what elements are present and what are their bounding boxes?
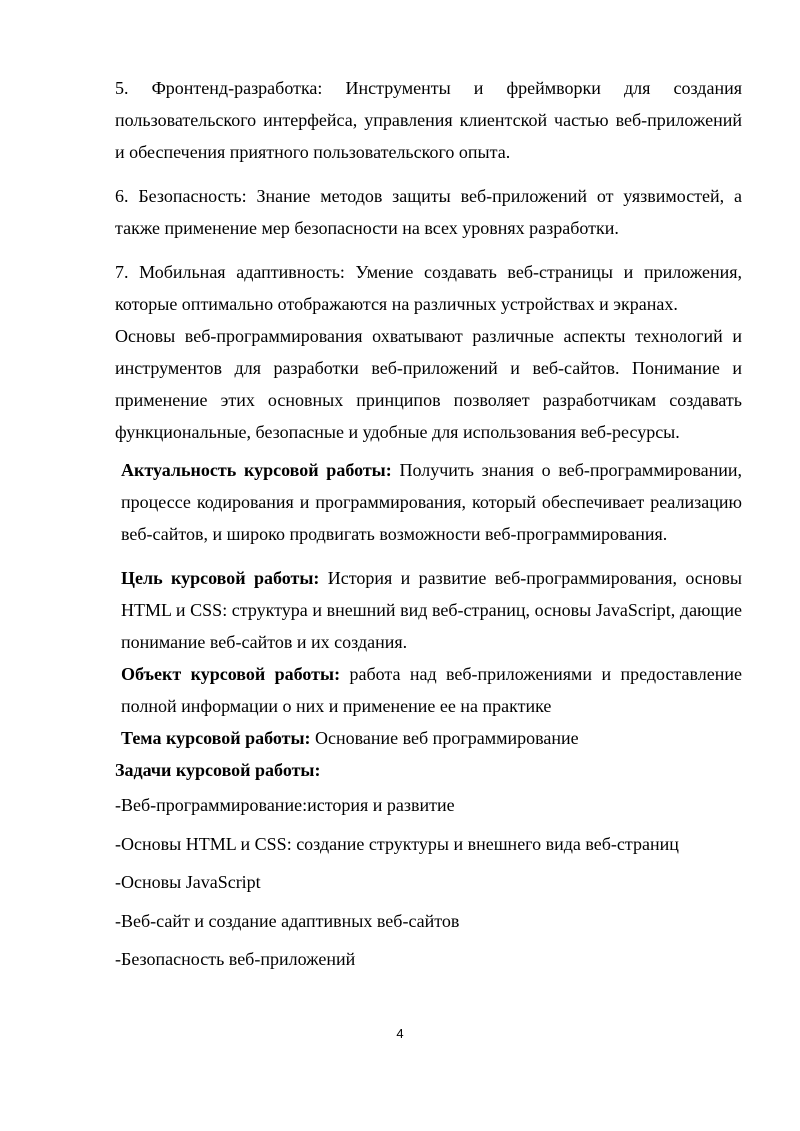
list-item: -Основы JavaScript (115, 872, 261, 892)
relevance-label: Актуальность курсовой работы: (121, 460, 392, 480)
goal-text: История и развитие веб-программирования, основы HTML и CSS: структура и внешний вид веб-страниц, основы JavaScript, дающие понимание веб-сайтов и их создания. (121, 568, 743, 652)
list-item: -Веб-программирование:история и развитие (115, 795, 455, 815)
tasks-list (115, 786, 742, 979)
object-paragraph (115, 658, 742, 722)
list-item: -Основы HTML и CSS: создание структуры и внешнего вида веб-страниц (115, 833, 679, 854)
tasks-heading: Задачи курсовой работы: (115, 760, 321, 780)
goal-paragraph (115, 562, 742, 658)
paragraph-summary: Основы веб-программирования охватывают различные аспекты технологий и инструментов для разработки веб-приложений и веб-сайтов. Понимание и применение этих основных принципов позволяет разработчикам создавать функциональные, безопасные и удобные для использования веб-ресурсы. (115, 326, 742, 442)
object-label: Объект курсовой работы: (121, 664, 341, 684)
list-item: -Веб-сайт и создание адаптивных веб-сайтов (115, 910, 460, 931)
relevance-paragraph (115, 454, 742, 550)
body-text (115, 72, 742, 979)
paragraph-mobile: 7. Мобильная адаптивность: Умение создавать веб-страницы и приложения, которые оптимально отображаются на различных устройствах и экранах. (115, 262, 742, 314)
paragraph-security: 6. Безопасность: Знание методов защиты веб-приложений от уязвимостей, а также применение мер безопасности на всех уровнях разработки. (115, 186, 742, 238)
page-number: 4 (396, 1026, 404, 1041)
relevance-text: Получить знания о веб-программировании, процессе кодирования и программирования, который обеспечивает реализацию веб-сайтов, и широко продвигать возможности веб-программирования. (121, 460, 742, 544)
goal-label: Цель курсовой работы: (121, 568, 320, 588)
list-item: -Безопасность веб-приложений (115, 949, 356, 969)
paragraph-frontend: 5. Фронтенд-разработка: Инструменты и фреймворки для создания пользовательского интерфейса, управления клиентской частью веб-приложений и обеспечения приятного пользовательского опыта. (115, 78, 742, 162)
object-text: работа над веб-приложениями и предоставление полной информации о них и применение ее на практике (121, 664, 742, 716)
topic-text: Основание веб программирование (310, 728, 579, 748)
topic-paragraph (115, 722, 742, 754)
topic-label: Тема курсовой работы: (121, 728, 311, 748)
